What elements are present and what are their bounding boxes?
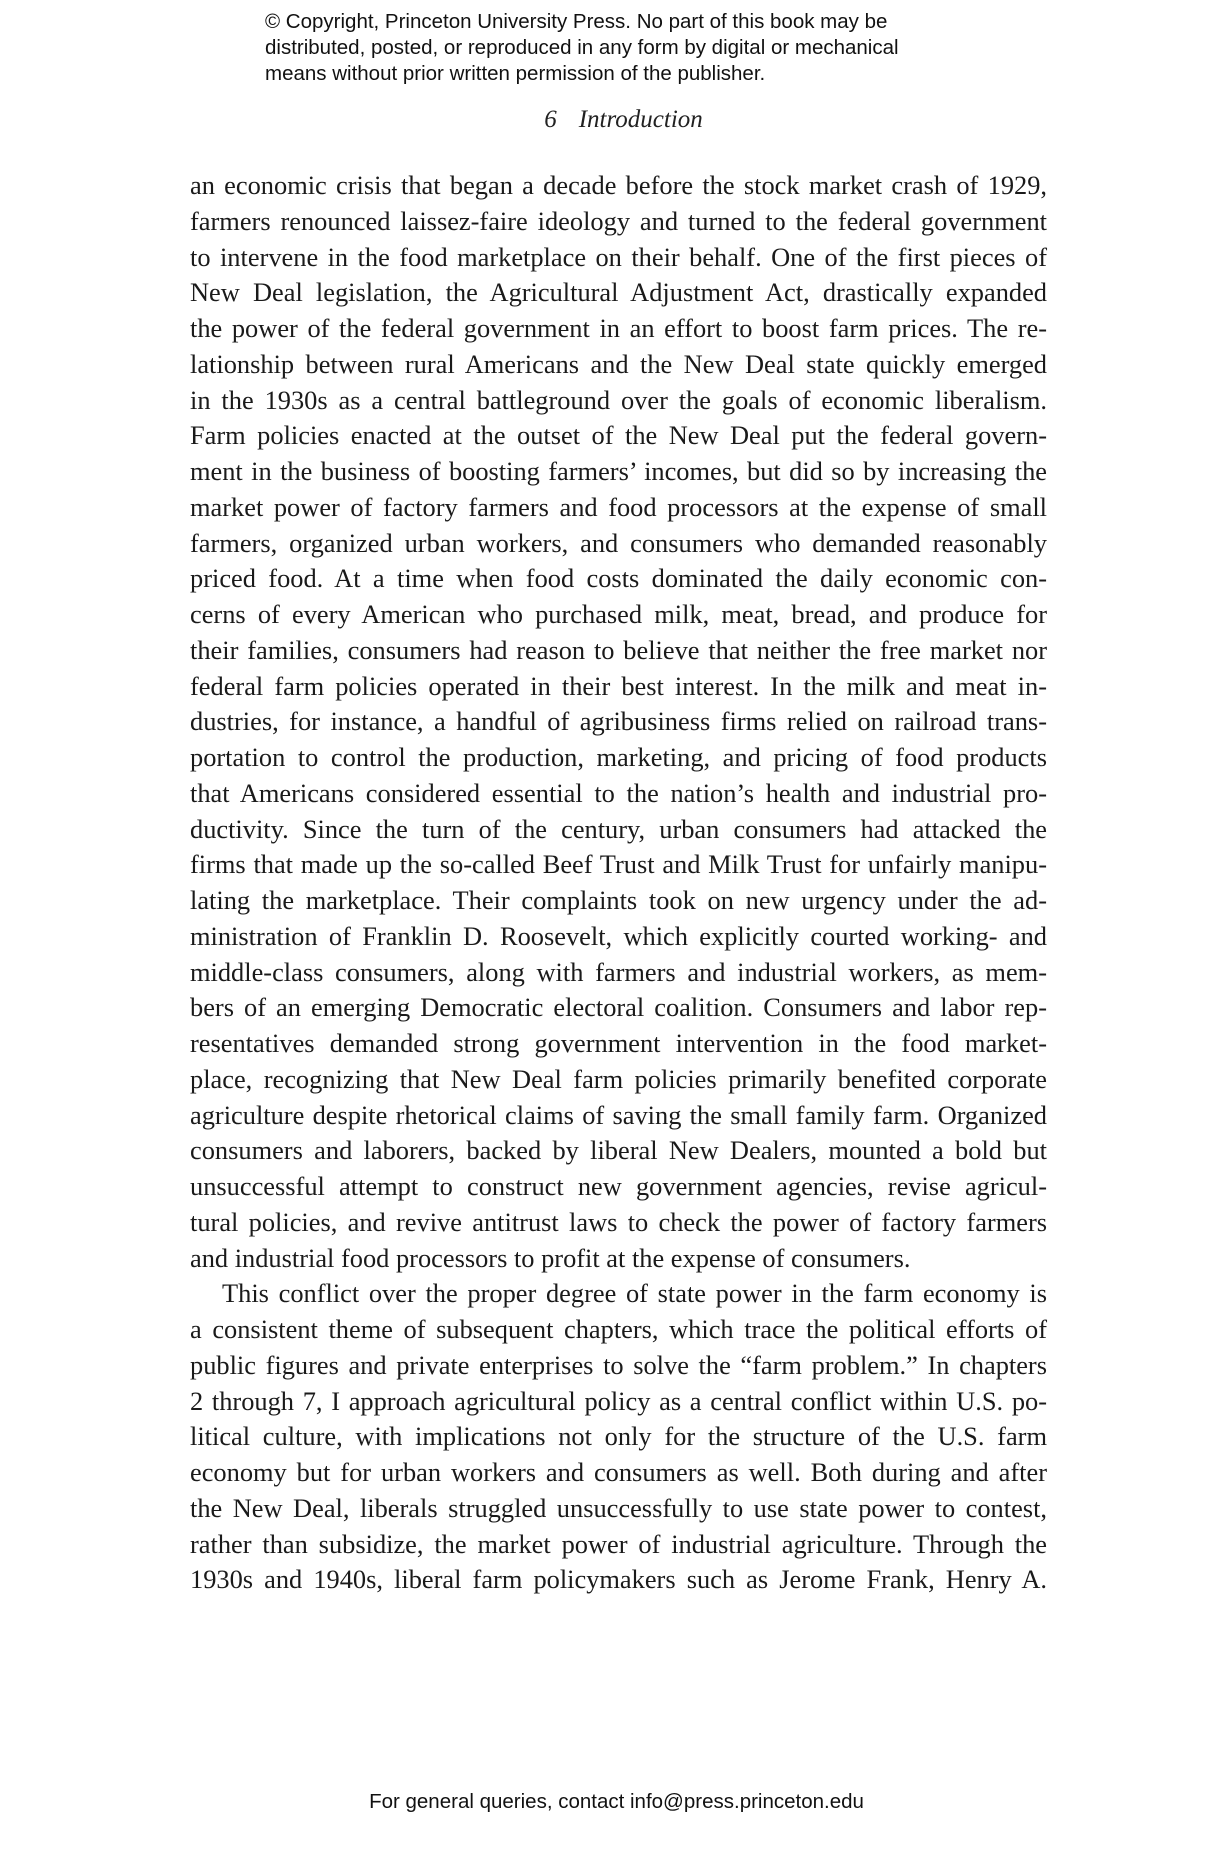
text-line: unsuccessful attempt to construct new government agencies, revise agricul-: [190, 1171, 1047, 1201]
text-line: public figures and private enterprises to solve the “farm problem.” In chapters: [190, 1349, 1047, 1380]
body-text: [190, 168, 1047, 1598]
paragraph-1: [190, 168, 1047, 1276]
text-line: firms that made up the so-called Beef Trust and Milk Trust for unfairly manipu-: [190, 849, 1047, 880]
text-line: place, recognizing that New Deal farm policies primarily benefited corporate: [190, 1063, 1047, 1094]
text-line: agriculture despite rhetorical claims of saving the small family farm. Organized: [190, 1099, 1047, 1130]
text-line: federal farm policies operated in their best interest. In the milk and meat in-: [190, 670, 1047, 701]
text-line: that Americans considered essential to the nation’s health and industrial pro-: [190, 777, 1047, 808]
text-line: rather than subsidize, the market power of industrial agriculture. Through the: [190, 1528, 1047, 1559]
text-line: litical culture, with implications not only for the structure of the U.S. farm: [190, 1421, 1047, 1452]
text-line: middle-class consumers, along with farmers and industrial workers, as mem-: [190, 956, 1047, 987]
page-number: 6: [544, 106, 557, 133]
text-line: ment in the business of boosting farmers’ incomes, but did so by increasing the: [190, 456, 1047, 486]
copyright-line: © Copyright, Princeton University Press. No part of this book may be: [265, 10, 888, 33]
text-line: the power of the federal government in an effort to boost farm prices. The re-: [190, 313, 1047, 343]
text-line: farmers renounced laissez-faire ideology and turned to the federal government: [190, 205, 1047, 236]
text-line: Farm policies enacted at the outset of the New Deal put the federal govern-: [190, 420, 1047, 451]
running-head: [0, 106, 1225, 134]
text-line: ductivity. Since the turn of the century, urban consumers had attacked the: [190, 813, 1047, 844]
section-title: Introduction: [578, 106, 703, 133]
text-line: resentatives demanded strong government intervention in the food market-: [190, 1028, 1047, 1058]
copyright-line: distributed, posted, or reproduced in any form by digital or mechanical: [265, 36, 899, 59]
text-line: economy but for urban workers and consumers as well. Both during and after: [190, 1457, 1047, 1487]
text-line: ministration of Franklin D. Roosevelt, which explicitly courted working- and: [190, 920, 1047, 951]
copyright-notice: [265, 9, 1025, 87]
text-line: consumers and laborers, backed by liberal New Dealers, mounted a bold but: [190, 1135, 1047, 1166]
text-line: a consistent theme of subsequent chapters, which trace the political efforts of: [190, 1314, 1047, 1344]
text-line: an economic crisis that began a decade before the stock market crash of 1929,: [190, 170, 1047, 200]
text-line: This conflict over the proper degree of state power in the farm economy is: [222, 1278, 1047, 1309]
text-line: their families, consumers had reason to believe that neither the free market nor: [190, 634, 1047, 665]
text-line: lationship between rural Americans and the New Deal state quickly emerged: [190, 348, 1047, 379]
text-line: farmers, organized urban workers, and consumers who demanded reasonably: [190, 527, 1047, 558]
text-line: 2 through 7, I approach agricultural policy as a central conflict within U.S. po-: [190, 1385, 1047, 1416]
text-line: portation to control the production, marketing, and pricing of food products: [190, 742, 1047, 772]
text-line: bers of an emerging Democratic electoral coalition. Consumers and labor rep-: [190, 992, 1047, 1023]
text-line: priced food. At a time when food costs dominated the daily economic con-: [190, 563, 1047, 594]
text-line: lating the marketplace. Their complaints took on new urgency under the ad-: [190, 885, 1047, 915]
copyright-line: means without prior written permission of the publisher.: [265, 62, 766, 85]
text-line: and industrial food processors to profit at the expense of consumers.: [190, 1242, 911, 1273]
text-line: to intervene in the food marketplace on their behalf. One of the first pieces of: [190, 241, 1047, 272]
paragraph-2: [190, 1276, 1047, 1598]
text-line: the New Deal, liberals struggled unsuccessfully to use state power to contest,: [190, 1492, 1047, 1523]
text-line: in the 1930s as a central battleground over the goals of economic liberalism.: [190, 384, 1047, 415]
text-line: New Deal legislation, the Agricultural Adjustment Act, drastically expanded: [190, 277, 1047, 308]
text-line: cerns of every American who purchased milk, meat, bread, and produce for: [190, 599, 1047, 629]
footer-notice: For general queries, contact info@press.princeton.edu: [369, 1790, 864, 1813]
text-line: tural policies, and revive antitrust laws to check the power of factory farmers: [190, 1206, 1047, 1237]
text-line: dustries, for instance, a handful of agribusiness firms relied on railroad trans-: [190, 706, 1047, 737]
text-line: market power of factory farmers and food processors at the expense of small: [190, 491, 1047, 522]
text-line: 1930s and 1940s, liberal farm policymakers such as Jerome Frank, Henry A.: [190, 1564, 1047, 1595]
